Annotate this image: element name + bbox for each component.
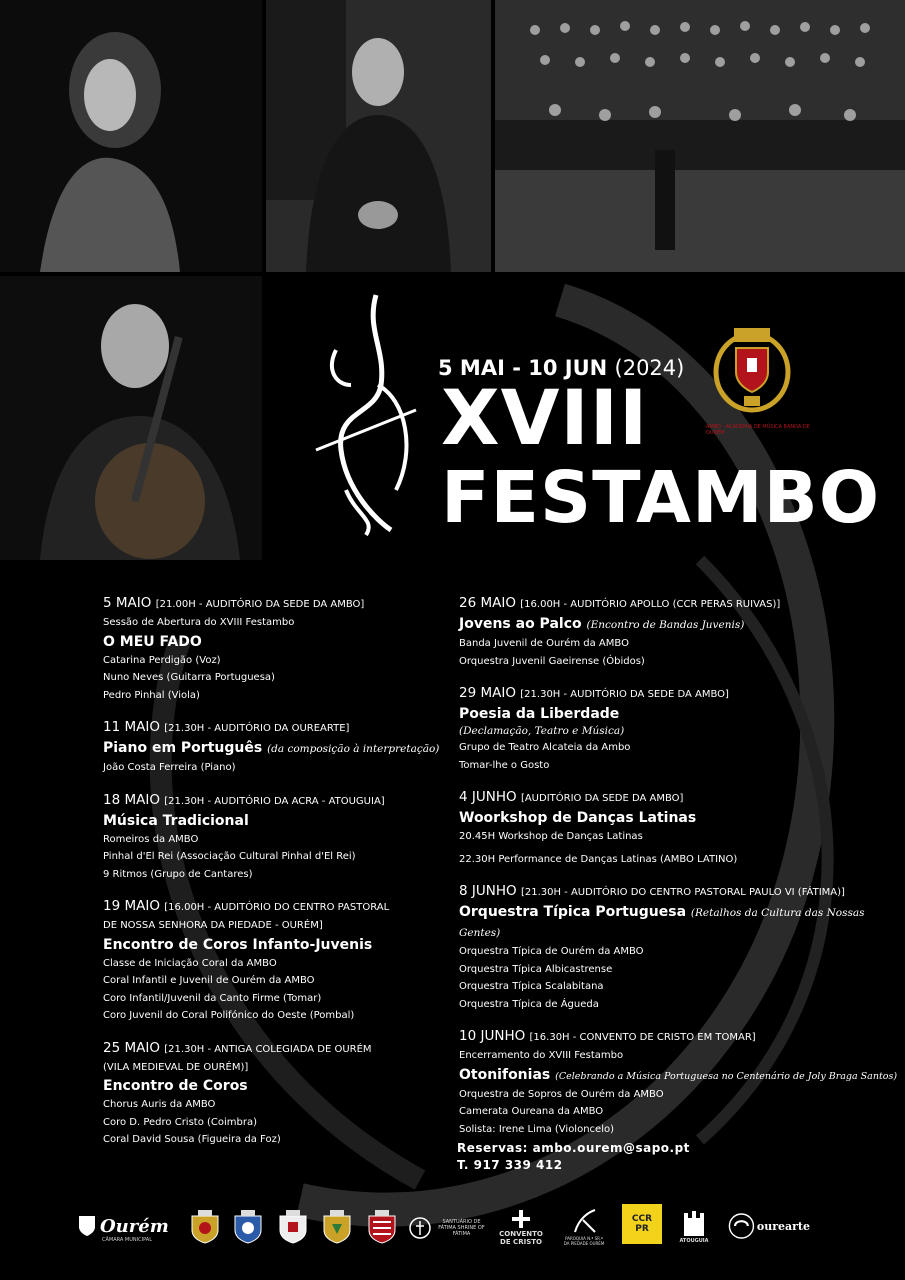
sponsor-logos [0,1196,905,1260]
parish-shield-icon [322,1210,352,1244]
ourearte-logo: ourearte [728,1206,810,1246]
event-title: Otonifonias (Celebrando a Música Portuguesa no Centenário de Joly Braga Santos) [459,1066,898,1083]
event-title: Piano em Português (da composição à interpretação) [103,740,440,756]
event-title: Encontro de Coros Infanto-Juvenis [103,936,373,953]
event-item: 4 JUNHO [AUDITÓRIO DA SEDE DA AMBO] Woorkshop de Danças Latinas 20.45H Workshop de Danças Latinas 22.30H Performance de Danças Latinas (AMBO LATINO) [459,788,904,868]
event-title: Woorkshop de Danças Latinas [459,810,697,826]
event-item: 5 MAIO [21.00H - AUDITÓRIO DA SEDE DA AMBO] Sessão de Abertura do XVIII Festambo O MEU FADO Catarina Perdigão (Voz) Nuno Neves (Guitarra Portuguesa) Pedro Pinhal (Viola) [103,594,443,704]
festival-title: FESTAMBO [441,456,881,539]
event-title: Encontro de Coros [103,1078,248,1094]
ambo-crest-text: AMBO · ACADEMIA DE MÚSICA BANDA DE OURÉM [706,424,810,436]
reservations-phone[interactable]: T. 917 339 412 [457,1158,563,1172]
atouguia-logo: ATOUGUIA [676,1200,712,1252]
hero-banner [266,276,905,560]
event-item: 18 MAIO [21.30H - AUDITÓRIO DA ACRA - ATOUGUIA] Música Tradicional Romeiros da AMBO Pinhal d'El Rei (Associação Cultural Pinhal d'El Rei) 9 Ritmos (Grupo de Cantares) [103,791,443,884]
parish-shield-icon [190,1210,220,1244]
event-item: 11 MAIO [21.30H - AUDITÓRIO DA OUREARTE] Piano em Português (da composição à interpretação) João Costa Ferreira (Piano) [103,718,443,777]
program-left-column [103,594,443,1163]
photo-cellist [0,276,262,560]
reservations [457,1140,690,1174]
event-item: 29 MAIO [21.30H - AUDITÓRIO DA SEDE DA AMBO] Poesia da Liberdade (Declamação, Teatro e Música) Grupo de Teatro Alcateia da Ambo Tomar-lhe o Gosto [459,684,904,774]
ccr-logo: CCR PR [622,1204,662,1244]
event-item: 25 MAIO [21.30H - ANTIGA COLEGIADA DE OURÉM (VILA MEDIEVAL DE OURÉM)] Encontro de Coros Chorus Auris da AMBO Coro D. Pedro Cristo (Coimbra) Coral David Sousa (Figueira da Foz) [103,1039,443,1149]
fatima-icon [409,1217,431,1239]
event-title: Música Tradicional [103,812,249,829]
event-title: Jovens ao Palco (Encontro de Bandas Juvenis) [459,616,745,632]
fatima-logo: SANTUÁRIO DE FÁTIMA SHRINE OF FÁTIMA [408,1210,490,1246]
parish-shield-icon [233,1210,263,1244]
event-title: Orquestra Típica Portuguesa (Retalhos da Cultura das Nossas Gentes) [459,904,865,939]
event-title: Poesia da Liberdade [459,706,620,722]
event-item: 19 MAIO [16.00H - AUDITÓRIO DO CENTRO PASTORAL DE NOSSA SENHORA DA PIEDADE - OURÉM] Encontro de Coros Infanto-Juvenis Classe de Iniciação Coral da AMBO Coral Infantil e Juvenil de Ourém da AMBO Coro Infantil/Juvenil da Canto Firme (Tomar) Coro Juvenil do Coral Polifónico do Oeste (Pombal) [103,897,443,1025]
ourem-logo: Ourém CÂMARA MUNICIPAL [78,1212,182,1246]
event-item: 8 JUNHO [21.30H - AUDITÓRIO DO CENTRO PASTORAL PAULO VI (FÁTIMA)] Orquestra Típica Portuguesa (Retalhos da Cultura das Nossas Gentes) Orquestra Típica de Ourém da AMBO Orquestra Típica Albicastrense Orquestra Típica Scalabitana Orquestra Típica de Águeda [459,882,904,1013]
photo-pianist [266,0,491,272]
ourearte-icon [728,1207,755,1245]
program-right-column [459,594,904,1152]
event-item: 26 MAIO [16.00H - AUDITÓRIO APOLLO (CCR PERAS RUIVAS)] Jovens ao Palco (Encontro de Bandas Juvenis) Banda Juvenil de Ourém da AMBO Orquestra Juvenil Gaeirense (Óbidos) [459,594,904,670]
photo-singer [0,0,262,272]
ambo-crest-icon [698,314,806,418]
reservations-email[interactable]: Reservas: ambo.ourem@sapo.pt [457,1141,690,1155]
castle-icon [681,1208,707,1238]
convento-logo: CONVENTO DE CRISTO [498,1204,544,1250]
photo-orchestra [495,0,905,272]
event-title: O MEU FADO [103,633,202,650]
parish-shield-icon [367,1210,397,1244]
festival-edition: XVIII [441,373,649,462]
event-item: 10 JUNHO [16.30H - CONVENTO DE CRISTO EM TOMAR] Encerramento do XVIII Festambo Otonifonias (Celebrando a Música Portuguesa no Centenário de Joly Braga Santos) Orquestra de Sopros de Ourém da AMBO Camerata Oureana da AMBO Solista: Irene Lima (Violoncelo) [459,1027,904,1138]
figure-icon [569,1206,599,1236]
ourem-shield-icon [78,1215,96,1237]
parish-shield-icon [278,1210,308,1244]
paroquia-logo: PAROQUIA N.ª SR.ª DA PIEDADE OURÉM [562,1200,606,1252]
cross-icon [510,1208,532,1230]
cello-logo-icon [306,290,426,540]
festival-dates: 5 MAI - 10 JUN (2024) [438,356,685,380]
